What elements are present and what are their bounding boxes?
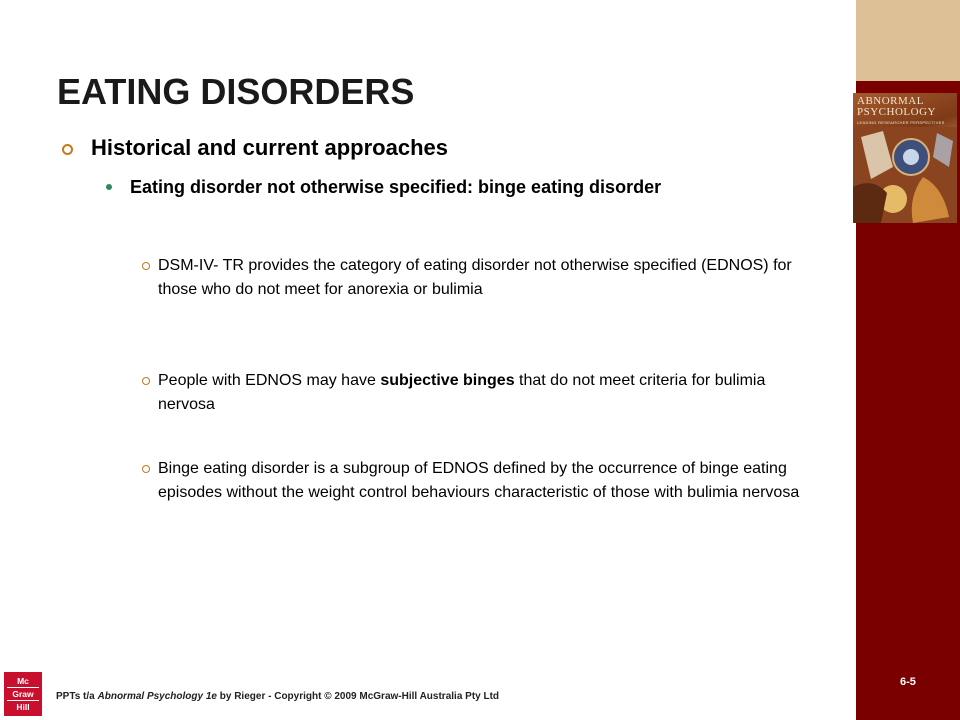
slide-title: EATING DISORDERS: [57, 71, 415, 112]
ring-bullet-icon: [142, 377, 150, 385]
bullet-point-2: [142, 369, 802, 417]
logo-line-2: Graw: [12, 689, 34, 699]
logo-divider: [7, 687, 39, 688]
bullet-point-text: People with EDNOS may have subjective binges that do not meet criteria for bulimia nervosa: [158, 372, 766, 413]
bullet-point-text: DSM-IV- TR provides the category of eating disorder not otherwise specified (EDNOS) for those who do not meet for anorexia or bulimia: [158, 257, 792, 298]
book-cover-subtitle: LEADING RESEARCHER PERSPECTIVES: [857, 120, 945, 125]
footer-copyright: PPTs t/a Abnormal Psychology 1e by Rieger - Copyright © 2009 McGraw-Hill Australia Pty Ltd: [56, 691, 500, 702]
bullet-level1-text: Historical and current approaches: [91, 135, 448, 160]
logo-divider: [7, 700, 39, 701]
bullet-point-1: [142, 254, 802, 302]
logo-line-1: Mc: [17, 676, 29, 686]
book-cover-artwork: [853, 127, 957, 223]
bullet-level2-text: Eating disorder not otherwise specified: binge eating disorder: [130, 177, 662, 197]
ring-bullet-icon: [142, 465, 150, 473]
bullet-point-text: Binge eating disorder is a subgroup of EDNOS defined by the occurrence of binge eating episodes without the weight control behaviours characteristic of those with bulimia nervosa: [158, 460, 800, 501]
book-cover-title: ABNORMAL PSYCHOLOGY: [857, 95, 936, 118]
slide-number: 6-5: [900, 676, 916, 688]
dot-bullet-icon: [106, 184, 112, 190]
book-cover-image: [853, 93, 957, 223]
logo-line-3: Hill: [16, 702, 30, 712]
sidebar-top-band: [856, 0, 960, 81]
ring-bullet-icon: [142, 262, 150, 270]
mcgraw-hill-logo: [4, 672, 42, 716]
ring-bullet-icon: [62, 144, 73, 155]
bullet-point-3: [142, 457, 802, 505]
